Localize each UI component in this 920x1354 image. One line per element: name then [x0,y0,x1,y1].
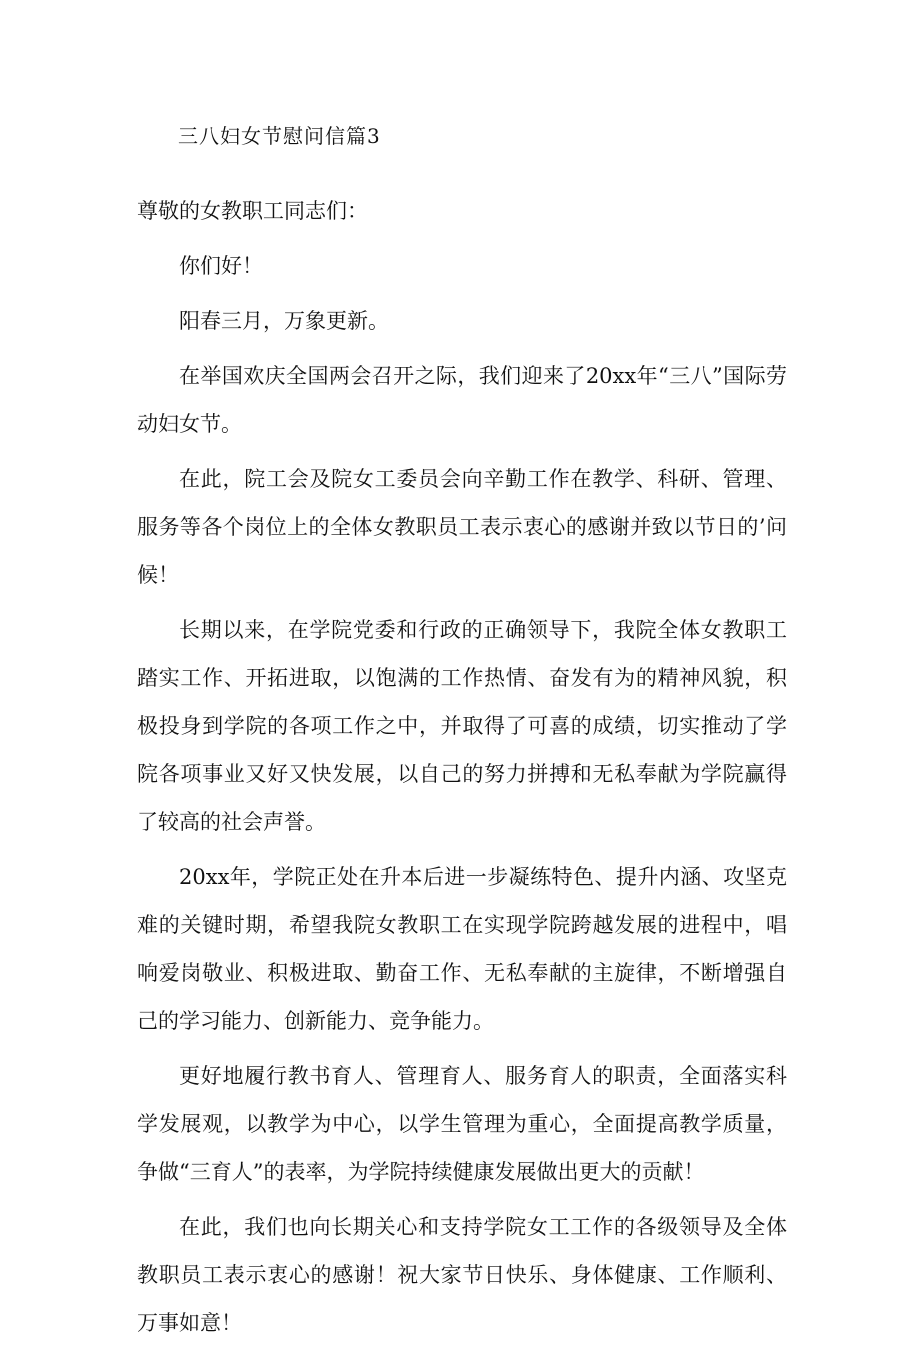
letter-body [137,187,787,1354]
paragraph-festival: 在举国欢庆全国两会召开之际，我们迎来了20xx年“三八”国际劳动妇女节。 [137,364,787,436]
paragraph-hopes: 20xx年，学院正处在升本后进一步凝练特色、提升内涵、攻坚克难的关键时期，希望我院女教职工在实现学院跨越发展的进程中，唱响爱岗敬业、积极进取、勤奋工作、无私奉献的主旋律，不断增强自己的学习能力、创新能力、竞争能力。 [137,865,787,1033]
paragraph-achievements: 长期以来，在学院党委和行政的正确领导下，我院全体女教职工踏实工作、开拓进取，以饱满的工作热情、奋发有为的精神风貌，积极投身到学院的各项工作之中，并取得了可喜的成绩，切实推动了学院各项事业又好又快发展，以自己的努力拼搏和无私奉献为学院赢得了较高的社会声誉。 [137,618,787,834]
paragraph-duties: 更好地履行教书育人、管理育人、服务育人的职责，全面落实科学发展观，以教学为中心，以学生管理为重心，全面提高教学质量，争做“三育人”的表率，为学院持续健康发展做出更大的贡献！ [137,1064,787,1184]
paragraph-greeting: 你们好！ [179,254,263,278]
paragraph-spring: 阳春三月，万象更新。 [179,309,389,333]
paragraph-closing: 在此，我们也向长期关心和支持学院女工工作的各级领导及全体教职员工表示衷心的感谢！祝大家节日快乐、身体健康、工作顺利、万事如意！ [137,1215,787,1335]
salutation: 尊敬的女教职工同志们： [137,199,368,223]
document-title: 三八妇女节慰问信篇3 [178,124,381,148]
paragraph-thanks: 在此，院工会及院女工委员会向辛勤工作在教学、科研、管理、服务等各个岗位上的全体女教职员工表示衷心的感谢并致以节日的’问候！ [137,467,787,587]
